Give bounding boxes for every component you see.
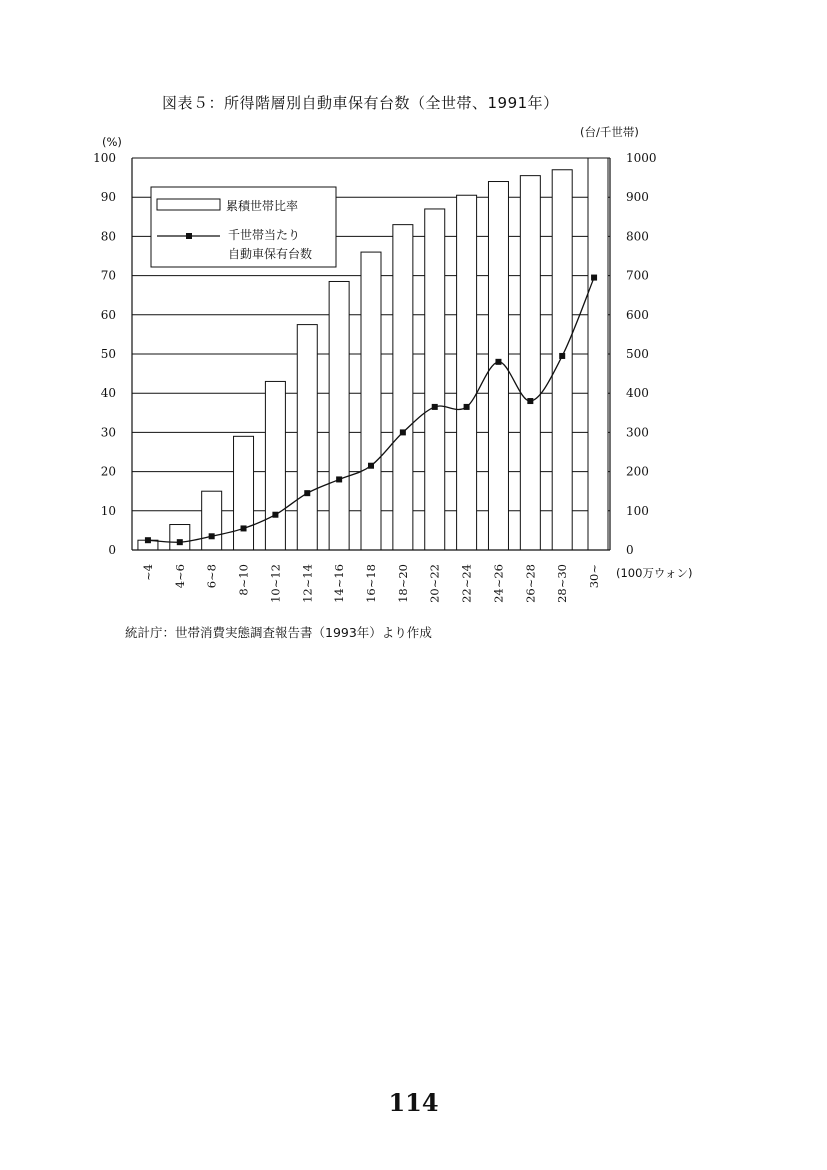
line-point-10 bbox=[464, 404, 470, 410]
y-left-tick-8: 80 bbox=[100, 229, 116, 244]
y-right-tick-2: 200 bbox=[626, 464, 649, 479]
legend bbox=[151, 187, 336, 267]
legend-bar-label: 累積世帯比率 bbox=[226, 199, 299, 213]
y-left-tick-1: 10 bbox=[100, 503, 116, 518]
category-label-10: 22~24 bbox=[459, 564, 474, 603]
category-label-1: 4~6 bbox=[172, 564, 187, 589]
category-label-2: 6~8 bbox=[204, 564, 219, 589]
bar-14 bbox=[588, 158, 608, 550]
line-point-3 bbox=[241, 525, 247, 531]
y-left-tick-10: 100 bbox=[93, 151, 116, 165]
bar-6 bbox=[329, 281, 349, 550]
legend-bar-swatch bbox=[157, 199, 220, 210]
category-label-13: 28~30 bbox=[555, 564, 570, 603]
legend-line-label-1: 千世帯当たり bbox=[228, 228, 301, 242]
line-point-1 bbox=[177, 539, 183, 545]
legend-line-label-2: 自動車保有台数 bbox=[228, 247, 313, 261]
category-label-5: 12~14 bbox=[300, 564, 315, 603]
category-label-8: 18~20 bbox=[395, 564, 410, 603]
category-label-6: 14~16 bbox=[332, 564, 347, 603]
bar-13 bbox=[552, 170, 572, 550]
chart-title: 図表５：所得階層別自動車保有台数（全世帯、1991年） bbox=[162, 94, 559, 112]
line-point-12 bbox=[527, 398, 533, 404]
y-right-tick-8: 800 bbox=[626, 229, 649, 244]
y-right-tick-7: 700 bbox=[626, 268, 649, 283]
y-right-tick-4: 400 bbox=[626, 386, 649, 401]
line-point-7 bbox=[368, 463, 374, 469]
x-unit: (100万ウォン) bbox=[616, 566, 693, 580]
y-left-tick-5: 50 bbox=[100, 347, 116, 361]
y-left-tick-7: 70 bbox=[100, 268, 116, 283]
y-right-tick-0: 0 bbox=[626, 543, 634, 557]
line-point-14 bbox=[591, 275, 597, 281]
line-point-6 bbox=[336, 476, 342, 482]
y-left-tick-3: 30 bbox=[100, 425, 116, 440]
bar-5 bbox=[297, 325, 317, 550]
y-right-tick-5: 500 bbox=[626, 347, 649, 361]
line-point-13 bbox=[559, 353, 565, 359]
bar-2 bbox=[202, 491, 222, 550]
y-left-tick-0: 0 bbox=[108, 543, 116, 557]
category-label-4: 10~12 bbox=[268, 564, 283, 603]
bar-12 bbox=[520, 176, 540, 550]
line-point-0 bbox=[145, 537, 151, 543]
y-right-tick-10: 1000 bbox=[626, 151, 657, 165]
y-right-unit: (台/千世帯) bbox=[580, 125, 639, 139]
category-label-9: 20~22 bbox=[427, 564, 442, 603]
y-right-tick-9: 900 bbox=[626, 190, 649, 205]
line-point-8 bbox=[400, 429, 406, 435]
category-label-3: 8~10 bbox=[236, 564, 251, 596]
page-number: 114 bbox=[388, 1088, 439, 1117]
y-right-tick-3: 300 bbox=[626, 425, 649, 440]
bar-7 bbox=[361, 252, 381, 550]
line-point-4 bbox=[272, 512, 278, 518]
y-left-tick-6: 60 bbox=[100, 307, 116, 322]
y-right-tick-1: 100 bbox=[626, 503, 649, 518]
legend-line-marker bbox=[186, 233, 192, 239]
bar-3 bbox=[234, 436, 254, 550]
y-left-tick-9: 90 bbox=[100, 190, 116, 205]
y-left-tick-2: 20 bbox=[100, 464, 116, 479]
line-point-9 bbox=[432, 404, 438, 410]
category-label-7: 16~18 bbox=[364, 564, 378, 603]
bar-8 bbox=[393, 225, 413, 550]
category-labels bbox=[141, 564, 601, 603]
category-label-11: 24~26 bbox=[491, 564, 506, 603]
category-label-12: 26~28 bbox=[523, 564, 538, 603]
bar-4 bbox=[265, 381, 285, 550]
bar-1 bbox=[170, 525, 190, 550]
category-label-14: 30~ bbox=[587, 564, 602, 589]
bar-10 bbox=[457, 195, 477, 550]
y-right-tick-6: 600 bbox=[626, 307, 649, 322]
y-left-unit: (%) bbox=[102, 135, 122, 149]
y-left-tick-4: 40 bbox=[100, 386, 116, 401]
bar-9 bbox=[425, 209, 445, 550]
source-note: 統計庁：世帯消費実態調査報告書（1993年）より作成 bbox=[125, 625, 432, 640]
line-point-5 bbox=[304, 490, 310, 496]
line-point-11 bbox=[495, 359, 501, 365]
line-point-2 bbox=[209, 533, 215, 539]
category-label-0: ~4 bbox=[140, 564, 155, 581]
